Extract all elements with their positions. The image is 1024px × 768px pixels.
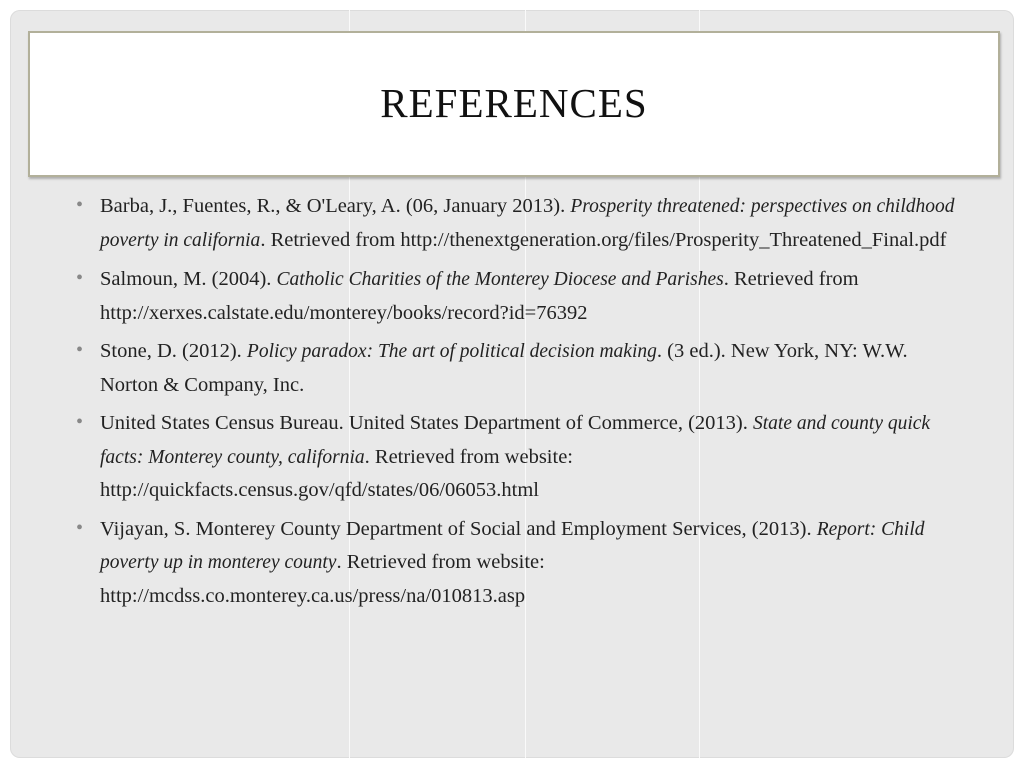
bullet-icon: • bbox=[76, 267, 84, 289]
reference-title: Prosperity threatened: perspectives on childhood poverty in california bbox=[100, 196, 955, 251]
bullet-icon: • bbox=[76, 411, 84, 433]
reference-text: Stone, D. (2012). bbox=[100, 340, 247, 362]
reference-item bbox=[74, 335, 964, 401]
reference-item bbox=[74, 407, 964, 507]
reference-source: . Retrieved from http://xerxes.calstate.edu/monterey/books/record?id=76392 bbox=[100, 268, 859, 324]
reference-item bbox=[74, 190, 964, 257]
reference-text: Salmoun, M. (2004). bbox=[100, 268, 277, 290]
reference-title: Catholic Charities of the Monterey Diocese and Parishes bbox=[276, 269, 724, 290]
slide bbox=[10, 10, 1014, 758]
reference-title: State and county quick facts: Monterey county, california bbox=[100, 413, 931, 468]
reference-source: . (3 ed.). New York, NY: W.W. Norton & Company, Inc. bbox=[100, 340, 908, 396]
reference-text: Vijayan, S. Monterey County Department of Social and Employment Services, (2013). bbox=[100, 517, 817, 540]
bullet-icon: • bbox=[76, 516, 84, 539]
reference-item bbox=[74, 513, 964, 613]
reference-title: Policy paradox: The art of political decision making bbox=[246, 341, 657, 362]
bullet-icon: • bbox=[76, 339, 84, 361]
reference-text: United States Census Bureau. United States Department of Commerce, (2013). bbox=[100, 412, 754, 434]
reference-item bbox=[74, 263, 964, 329]
reference-source: . Retrieved from website: http://quickfacts.census.gov/qfd/states/06/06053.html bbox=[100, 445, 573, 501]
reference-text: Barba, J., Fuentes, R., & O'Leary, A. (06, January 2013). bbox=[100, 195, 571, 217]
reference-source: . Retrieved from website: http://mcdss.co.monterey.ca.us/press/na/010813.asp bbox=[100, 551, 545, 607]
slide-title: REFERENCES bbox=[380, 80, 648, 126]
reference-list bbox=[74, 190, 964, 618]
bullet-icon: • bbox=[76, 194, 84, 216]
reference-source: . Retrieved from http://thenextgeneration.org/files/Prosperity_Threatened_Final.pdf bbox=[260, 228, 947, 251]
title-box bbox=[28, 31, 1000, 177]
reference-title: Report: Child poverty up in monterey county bbox=[100, 518, 925, 573]
